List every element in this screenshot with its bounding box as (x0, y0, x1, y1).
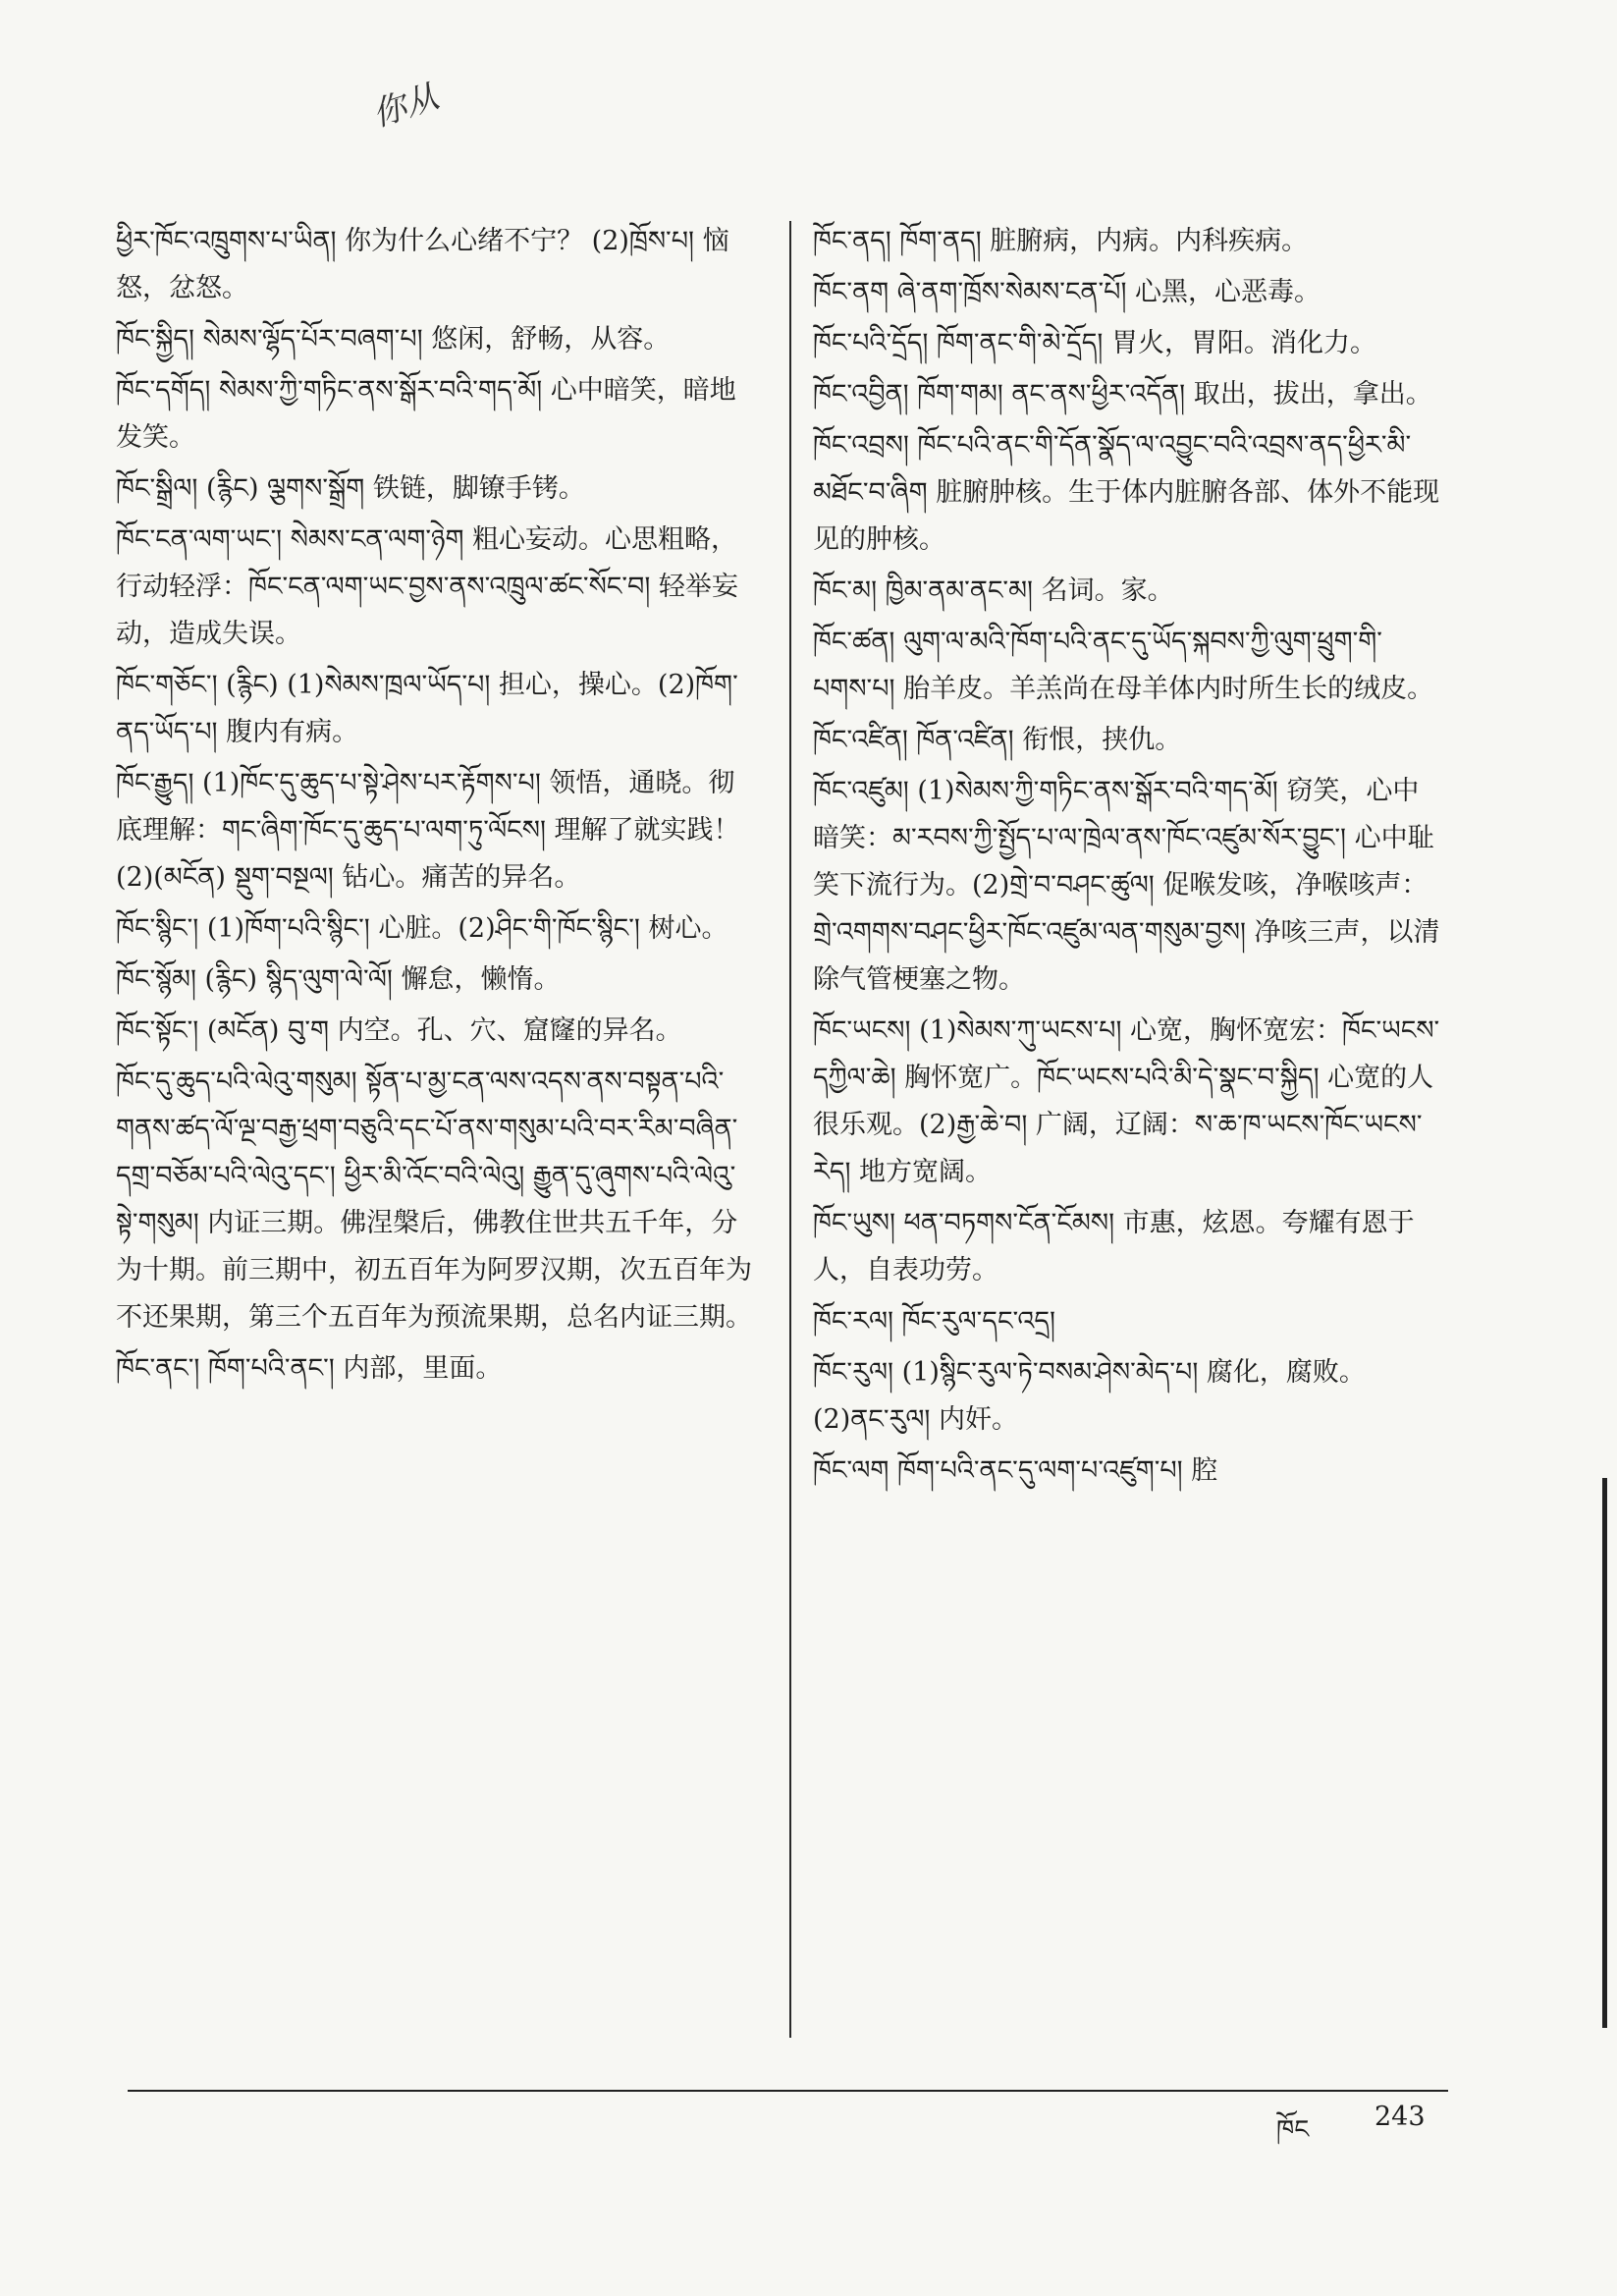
left-column (116, 218, 754, 1396)
dictionary-entry: ཕྱིར་ཁོང་འཁྲུགས་པ་ཡིན། 你为什么心绪不宁？ (2)ཁྲོས་པ། 恼怒，忿怒。 (116, 226, 729, 303)
dictionary-entry: ཁོང་ཡུས། ཕན་བཏགས་ངོན་ངོམས། 市惠，炫恩。夸耀有恩于人，自表功劳。 (813, 1208, 1415, 1285)
dictionary-entry: ཁོང་མ། ཁྱིམ་ནམ་ནང་མ། 名词。家。 (813, 575, 1174, 606)
dictionary-entry: ཁོང་ནང་། ཁོག་པའི་ནང་། 内部，里面。 (116, 1353, 503, 1384)
scan-edge-shadow (1602, 1478, 1607, 2028)
handwritten-margin-note: 你从 (367, 77, 444, 136)
dictionary-entry: ཁོང་དགོད། སེམས་ཀྱི་གཏིང་ནས་སྒོར་བའི་གད་མོ། 心中暗笑，暗地发笑。 (116, 375, 736, 453)
dictionary-entry: ཁོང་དུ་ཆུད་པའི་ལེའུ་གསུམ། སྟོན་པ་མྱ་ངན་ལས་འདས་ནས་བསྟན་པའི་གནས་ཚད་ལོ་ལྔ་བརྒྱ་ཕྲག་བཅུའི་དང་པོ་ནས་གསུམ་པའི་བར་རིམ་བཞིན་དགྲ་བཅོམ་པའི་ལེའུ་དང་། ཕྱིར་མི་འོང་བའི་ལེའུ། རྒྱུན་དུ་ཞུགས་པའི་ལེའུ་སྟེ་གསུམ། 内证三期。佛涅槃后，佛教住世共五千年，分为十期。前三期中，初五百年为阿罗汉期，次五百年为不还果期，第三个五百年为预流果期，总名内证三期。 (116, 1066, 752, 1333)
dictionary-entry: ཁོང་སྒྲིལ། (རྙིང) ལྕགས་སྒྲོག 铁链，脚镣手铐。 (116, 473, 585, 504)
dictionary-entry: ཁོང་ལག ཁོག་པའི་ནང་དུ་ལག་པ་འཛུག་པ། 腔 (813, 1455, 1218, 1486)
dictionary-entry: ཁོང་སྙིང་། (1)ཁོག་པའི་སྙིང་། 心脏。(2)ཤིང་གི་ཁོང་སྙིང་། 树心。 (116, 913, 728, 944)
dictionary-entry: ཁོང་རུལ། (1)སྙིང་རུལ་ཏེ་བསམ་ཤེས་མེད་པ། 腐化，腐败。(2)ནང་རུལ། 内奸。 (813, 1357, 1366, 1435)
running-footer-word: ཁོང (1276, 2115, 1310, 2145)
dictionary-entry: ཁོང་ཚན། ལུག་ལ་མའི་ཁོག་པའི་ནང་དུ་ཡོད་སྐབས་ཀྱི་ལུག་ཕྲུག་གི་པགས་པ། 胎羊皮。羊羔尚在母羊体内时所生长的绒皮。 (813, 627, 1434, 704)
dictionary-entry: ཁོང་སྟོང་། (མངོན) བུ་ག 内空。孔、穴、窟窿的异名。 (116, 1015, 682, 1046)
dictionary-entry: ཁོང་ནད། ཁོག་ནད། 脏腑病，内病。内科疾病。 (813, 226, 1309, 256)
right-column (813, 218, 1441, 1499)
dictionary-entry: ཁོང་གཅོང་། (རྙིང) (1)སེམས་ཁྲལ་ཡོད་པ། 担心，操心。(2)ཁོག་ནད་ཡོད་པ། 腹内有病。 (116, 670, 738, 747)
column-divider (789, 221, 791, 2038)
dictionary-entry: ཁོང་འབྱིན། ཁོག་གམ། ནང་ནས་ཕྱིར་འདོན། 取出，拔出，拿出。 (813, 379, 1432, 410)
dictionary-entry: ཁོང་ངན་ལག་ཡང་། སེམས་ངན་ལག་ཉེག 粗心妄动。心思粗略，行动轻浮：ཁོང་ངན་ལག་ཡང་བྱས་ནས་འཁྲུལ་ཚང་སོང་བ། 轻举妄动，造成失误。 (116, 524, 738, 649)
dictionary-entry: ཁོང་རྒྱུད། (1)ཁོང་དུ་ཆུད་པ་སྟེ་ཤེས་པར་རྟོགས་པ། 领悟，通晓。彻底理解：གང་ཞིག་ཁོང་དུ་ཆུད་པ་ལག་ཏུ་ལོངས། 理解了就实践！ (2)(མངོན) སྡུག་བསྔལ། 钻心。痛苦的异名。 (116, 768, 740, 893)
dictionary-entry: ཁོང་སྙོམ། (རྙིང) སྙིད་ལུག་ལེ་ལོ། 懈怠，懒惰。 (116, 964, 561, 995)
dictionary-entry: ཁོང་པའི་དྲོད། ཁོག་ནང་གི་མེ་དྲོད། 胃火，胃阳。消化力。 (813, 328, 1376, 358)
dictionary-entry: ཁོང་འབྲས། ཁོང་པའི་ནང་གི་དོན་སྣོད་ལ་འབྱུང་བའི་འབྲས་ནད་ཕྱིར་མི་མཐོང་བ་ཞིག 脏腑肿核。生于体内脏腑各部、体外不能现见的肿核。 (813, 430, 1440, 555)
dictionary-entry: ཁོང་རལ། ཁོང་རུལ་དང་འདྲ། (813, 1306, 1056, 1337)
dictionary-entry: ཁོང་འཛིན། ཁོན་འཛིན། 衔恨，挟仇。 (813, 725, 1182, 755)
dictionary-entry: ཁོང་ནག ཞེ་ནག་ཁྲོས་སེམས་ངན་པོ། 心黑，心恶毒。 (813, 277, 1321, 307)
dictionary-entry: ཁོང་ཡངས། (1)སེམས་ཀུ་ཡངས་པ། 心宽，胸怀宽宏：ཁོང་ཡངས་དཀྱིལ་ཆེ། 胸怀宽广。ཁོང་ཡངས་པའི་མི་དེ་སྣང་བ་སྐྱིད། 心宽的人很乐观。(2)རྒྱ་ཆེ་བ། 广阔，辽阔：ས་ཆ་ཁ་ཡངས་ཁོང་ཡངས་རེད། 地方宽阔。 (813, 1015, 1440, 1187)
dictionary-entry: ཁོང་སྐྱིད། སེམས་ལྷོད་པོར་བཞག་པ། 悠闲，舒畅，从容。 (116, 324, 671, 355)
page-number: 243 (1374, 2102, 1426, 2132)
dictionary-entry: ཁོང་འཛུམ། (1)སེམས་ཀྱི་གཏིང་ནས་སྒོར་བའི་གད་མོ། 窃笑，心中暗笑：མ་རབས་ཀྱི་སྤྱོད་པ་ལ་ཁྲེལ་ནས་ཁོང་འཛུམ་སོར་བྱུང་། 心中耻笑下流行为。(2)གྲེ་བ་བཤང་ཚུལ། 促喉发咳，净喉咳声：གྲེ་འགགས་བཤང་ཕྱིར་ཁོང་འཛུམ་ལན་གསུམ་བྱས། 净咳三声，以清除气管梗塞之物。 (813, 776, 1440, 995)
footer-rule (128, 2090, 1448, 2092)
